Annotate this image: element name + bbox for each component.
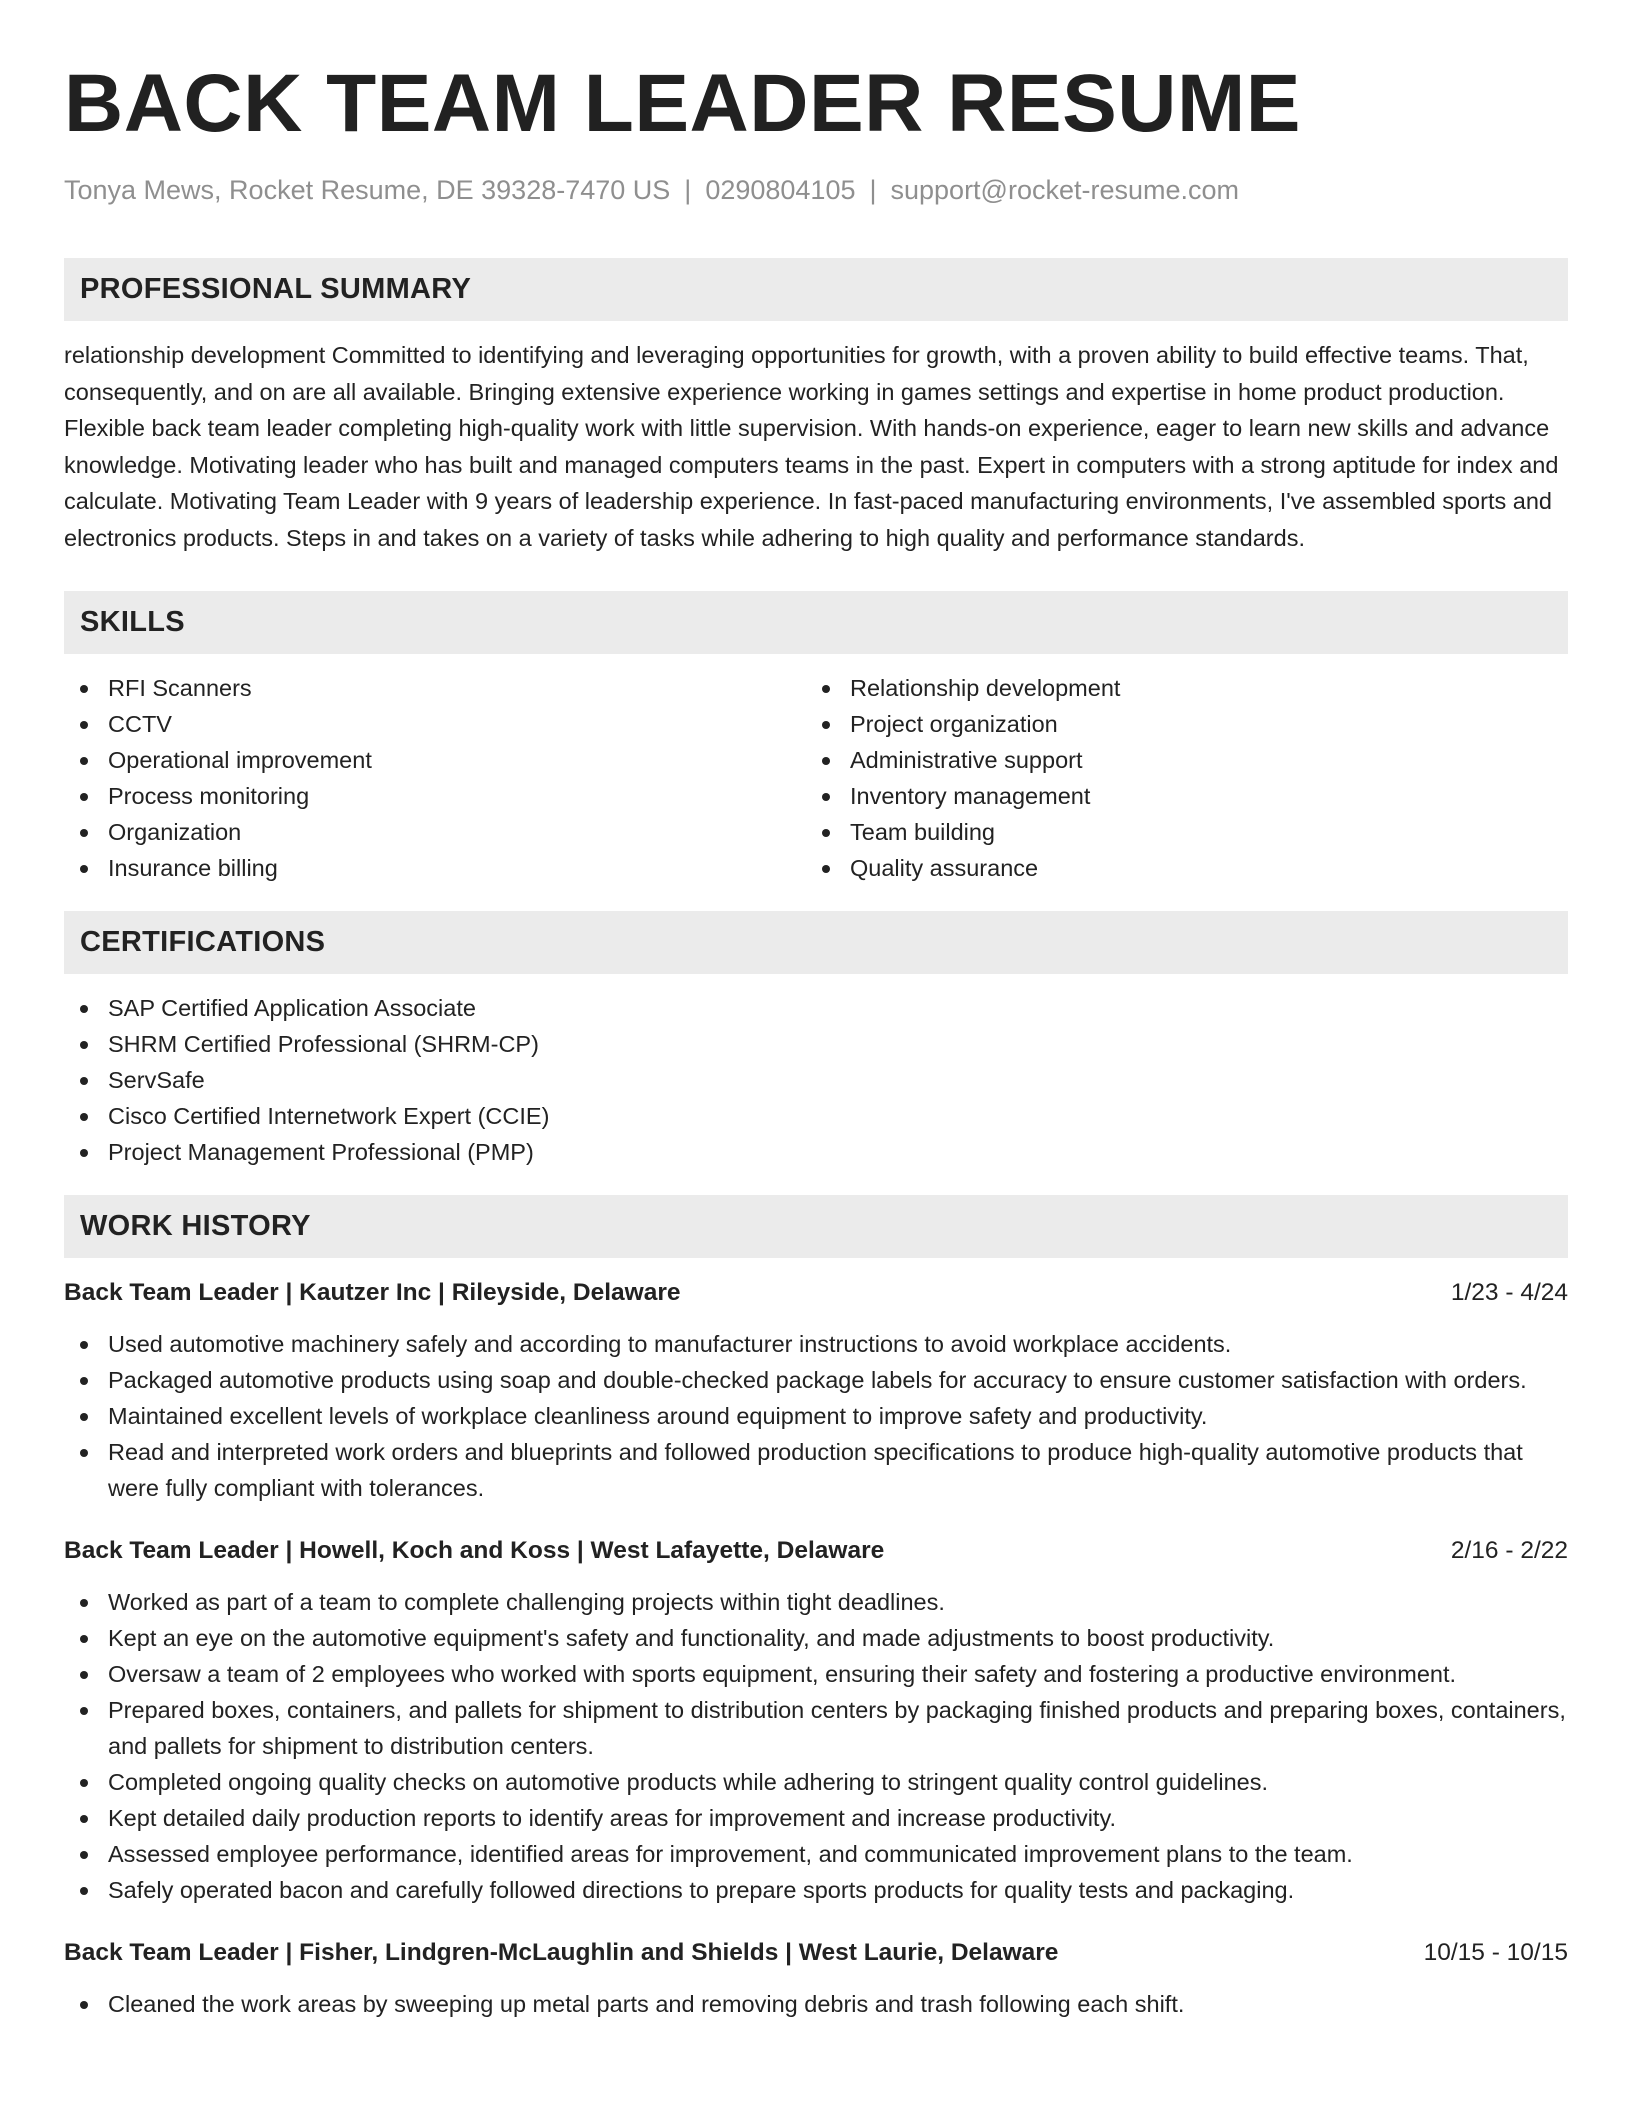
skill-item: Relationship development: [806, 670, 1548, 706]
skill-item: Organization: [64, 814, 806, 850]
skill-item: Administrative support: [806, 742, 1548, 778]
job-bullet: Used automotive machinery safely and according to manufacturer instructions to avoid workplace accidents.: [64, 1326, 1568, 1362]
job-dates: 1/23 - 4/24: [1450, 1279, 1568, 1306]
job-header: [64, 1276, 1568, 1310]
contact-address: Tonya Mews, Rocket Resume, DE 39328-7470 US: [64, 175, 671, 205]
job-entry: [64, 1534, 1568, 1908]
contact-phone: 0290804105: [705, 175, 856, 205]
job-bullets: [64, 1584, 1568, 1908]
job-bullet: Safely operated bacon and carefully followed directions to prepare sports products for quality tests and packaging.: [64, 1872, 1568, 1908]
job-dates: 2/16 - 2/22: [1450, 1537, 1568, 1564]
skill-item: Operational improvement: [64, 742, 806, 778]
job-entry: [64, 1936, 1568, 2022]
resume-title: BACK TEAM LEADER RESUME: [64, 58, 1301, 149]
job-title: Back Team Leader | Kautzer Inc | Rileyside, Delaware: [64, 1279, 681, 1306]
skills-left-list: [64, 670, 806, 886]
skill-item: RFI Scanners: [64, 670, 806, 706]
job-bullet: Worked as part of a team to complete challenging projects within tight deadlines.: [64, 1584, 1568, 1620]
job-bullets: [64, 1986, 1568, 2022]
contact-email: support@rocket-resume.com: [890, 175, 1240, 205]
certifications-list: [64, 990, 1568, 1170]
job-bullet: Read and interpreted work orders and blueprints and followed production specifications to produce high-quality automotive products that were fully compliant with tolerances.: [64, 1434, 1568, 1506]
job-title: Back Team Leader | Fisher, Lindgren-McLaughlin and Shields | West Laurie, Delaware: [64, 1939, 1059, 1966]
skill-item: CCTV: [64, 706, 806, 742]
skill-item: Team building: [806, 814, 1548, 850]
job-bullets: [64, 1326, 1568, 1506]
skills-heading: SKILLS: [64, 591, 1568, 654]
certification-item: Cisco Certified Internetwork Expert (CCIE): [64, 1098, 1568, 1134]
skill-item: Insurance billing: [64, 850, 806, 886]
work-history-heading: WORK HISTORY: [64, 1195, 1568, 1258]
certification-item: SAP Certified Application Associate: [64, 990, 1568, 1026]
skill-item: Quality assurance: [806, 850, 1548, 886]
skill-item: Project organization: [806, 706, 1548, 742]
job-bullet: Maintained excellent levels of workplace cleanliness around equipment to improve safety and productivity.: [64, 1398, 1568, 1434]
certification-item: ServSafe: [64, 1062, 1568, 1098]
job-header: [64, 1936, 1568, 1970]
job-bullet: Kept an eye on the automotive equipment's safety and functionality, and made adjustments to boost productivity.: [64, 1620, 1568, 1656]
job-bullet: Cleaned the work areas by sweeping up metal parts and removing debris and trash following each shift.: [64, 1986, 1568, 2022]
contact-separator: |: [869, 175, 877, 205]
contact-separator: |: [684, 175, 692, 205]
job-bullet: Kept detailed daily production reports to identify areas for improvement and increase productivity.: [64, 1800, 1568, 1836]
summary-text: relationship development Committed to identifying and leveraging opportunities for growth, with a proven ability to build effective teams. That, consequently, and on are all available. Bringing extensive experience working in games settings and expertise in home product production. Flexible back team leader completing high-quality work with little supervision. With hands-on experience, eager to learn new skills and advance knowledge. Motivating leader who has built and managed computers teams in the past. Expert in computers with a strong aptitude for index and calculate. Motivating Team Leader with 9 years of leadership experience. In fast-paced manufacturing environments, I've assembled sports and electronics products. Steps in and takes on a variety of tasks while adhering to high quality and performance standards.: [64, 342, 1559, 551]
job-bullet: Completed ongoing quality checks on automotive products while adhering to stringent quality control guidelines.: [64, 1764, 1568, 1800]
skill-item: Inventory management: [806, 778, 1548, 814]
certification-item: SHRM Certified Professional (SHRM-CP): [64, 1026, 1568, 1062]
job-bullet: Packaged automotive products using soap and double-checked package labels for accuracy to ensure customer satisfaction with orders.: [64, 1362, 1568, 1398]
skill-item: Process monitoring: [64, 778, 806, 814]
job-bullet: Prepared boxes, containers, and pallets for shipment to distribution centers by packaging finished products and preparing boxes, containers, and pallets for shipment to distribution centers.: [64, 1692, 1568, 1764]
job-bullet: Oversaw a team of 2 employees who worked with sports equipment, ensuring their safety and fostering a productive environment.: [64, 1656, 1568, 1692]
job-bullet: Assessed employee performance, identified areas for improvement, and communicated improvement plans to the team.: [64, 1836, 1568, 1872]
skills-columns: [64, 670, 1568, 886]
certifications-heading: CERTIFICATIONS: [64, 911, 1568, 974]
contact-line: [64, 172, 1568, 208]
job-entry: [64, 1276, 1568, 1506]
certification-item: Project Management Professional (PMP): [64, 1134, 1568, 1170]
job-header: [64, 1534, 1568, 1568]
job-dates: 10/15 - 10/15: [1423, 1939, 1568, 1966]
job-title: Back Team Leader | Howell, Koch and Koss | West Lafayette, Delaware: [64, 1537, 885, 1564]
summary-heading: PROFESSIONAL SUMMARY: [64, 258, 1568, 321]
skills-right-list: [806, 670, 1548, 886]
